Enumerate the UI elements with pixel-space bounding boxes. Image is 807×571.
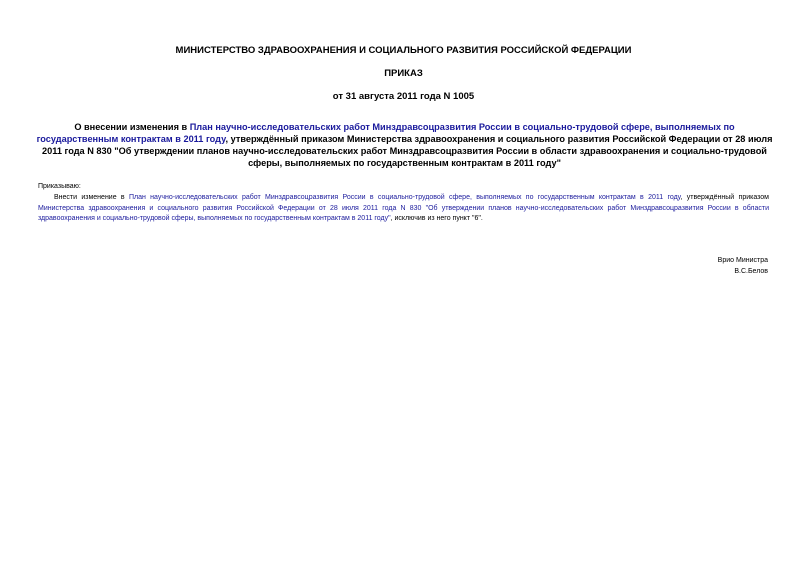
- body-plan-link[interactable]: План научно-исследовательских работ Минздравсоцразвития России в социально-трудовой сфере, выполняемых по государственным контрактам в 2011 году: [128, 194, 681, 201]
- order-body-paragraph: [38, 193, 769, 225]
- signer-name: В.С.Белов: [734, 267, 768, 275]
- body-prefix: Внести изменение в: [54, 194, 129, 201]
- ministry-heading: МИНИСТЕРСТВО ЗДРАВООХРАНЕНИЯ И СОЦИАЛЬНОГО РАЗВИТИЯ РОССИЙСКОЙ ФЕДЕРАЦИИ: [175, 45, 632, 56]
- title-plan-link[interactable]: План научно-исследовательских работ Минздравсоцразвития России в социально-трудовой сфере, выполняемых по государственным контрактам в 2011 году: [36, 122, 735, 145]
- signature-block: [718, 256, 768, 277]
- body-order-830-link[interactable]: Министерства здравоохранения и социального развития Российской Федерации от 28 июля 2011 года N 830 "Об утверждении планов научно-исследовательских работ Минздравсоцразвития России в области здравоохранения и социально-трудовой сферы, выполняемых по государственным контрактам в 2011 году": [38, 204, 769, 222]
- title-prefix: О внесении изменения в: [74, 122, 190, 132]
- order-date-number: от 31 августа 2011 года N 1005: [332, 91, 475, 102]
- body-middle: , утверждённый приказом: [680, 194, 769, 201]
- body-suffix: , исключив из него пункт "6".: [390, 215, 483, 222]
- document-type: ПРИКАЗ: [384, 68, 423, 79]
- signer-position: Врио Министра: [717, 257, 768, 264]
- order-title: [36, 121, 773, 169]
- orders-label: Приказываю:: [38, 183, 81, 190]
- title-rest: , утверждённый приказом Министерства здравоохранения и социального развития Российской Федерации от 28 июля 2011 года N 830 "Об утверждении планов научно-исследовательских работ Минздравсоцразвития России в области здравоохранения и социально-трудовой сферы, выполняемых по государственным контрактам в 2011 году": [42, 134, 773, 169]
